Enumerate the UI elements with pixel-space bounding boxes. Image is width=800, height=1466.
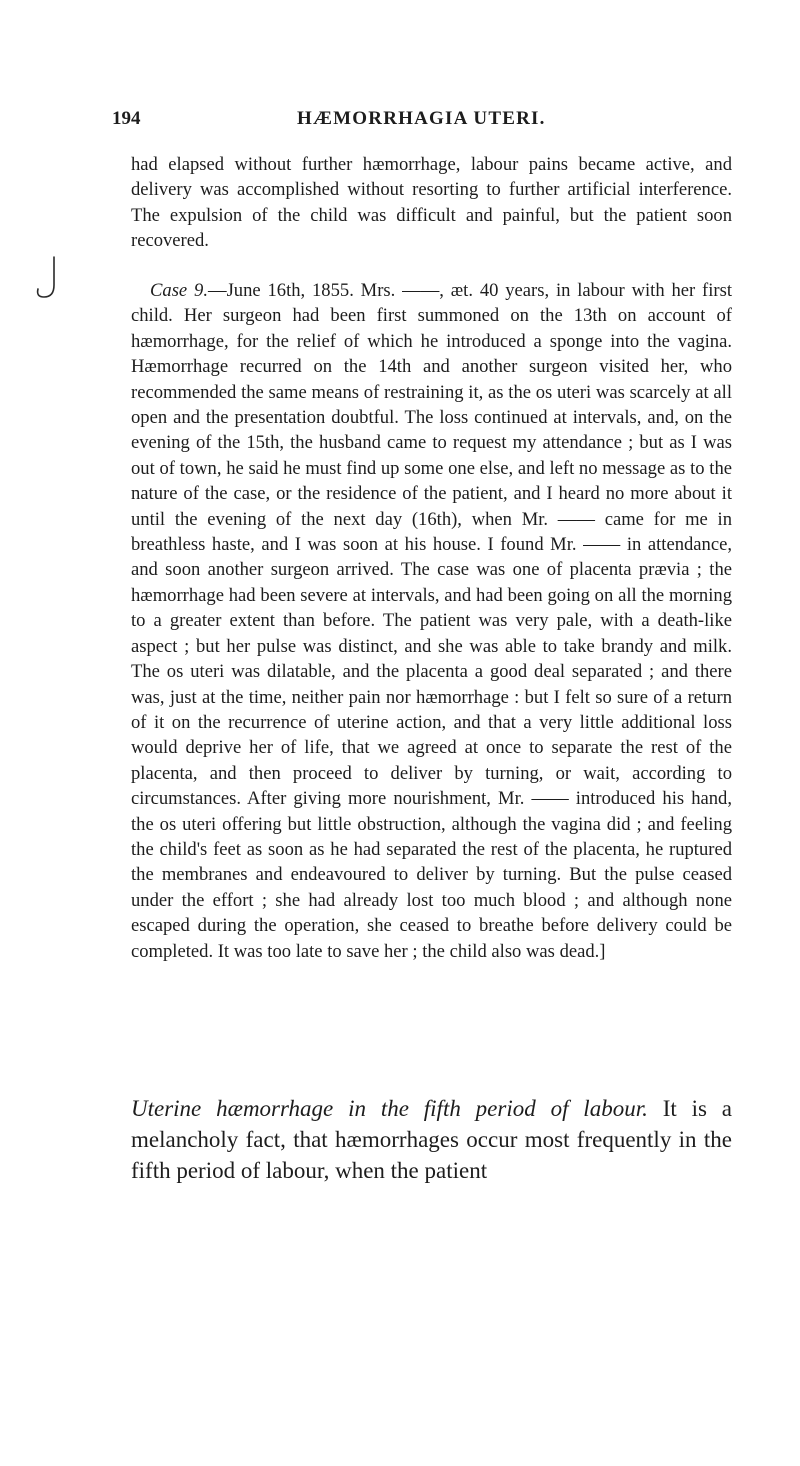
paragraph-case-9 [131,278,732,964]
page-number: 194 [112,108,141,129]
fifth-period-text: It is a melancholy fact, that hæmorrhages occur most frequently in the fifth period of labour, when the patient [131,1096,732,1183]
handwritten-margin-mark-icon [30,255,64,315]
paragraph-fifth-period [131,1093,732,1186]
paragraph-continuation: had elapsed without further hæmorrhage, labour pains became active, and delivery was accomplished without resorting to further artificial interference. The expulsion of the child was difficult and painful, but the patient soon recovered. [131,154,732,252]
case-9-text: —June 16th, 1855. Mrs. ——, æt. 40 years, in labour with her first child. Her surgeon had been first summoned on the 13th on account of hæmorrhage, for the relief of which he introduced a sponge into the vagina. Hæmorrhage recurred on the 14th and another surgeon visited her, who recommended the same means of restraining it, as the os uteri was scarcely at all open and the presentation doubtful. The loss continued at intervals, and, on the evening of the 15th, the husband came to request my attendance ; but as I was out of town, he said he must find up some one else, and left no message as to the nature of the case, or the residence of the patient, and I heard no more about it until the evening of the next day (16th), when Mr. —— came for me in breathless haste, and I was soon at his house. I found Mr. —— in attendance, and soon another surgeon arrived. The case was one of placenta prævia ; the hæmorrhage had been severe at intervals, and had been going on all the morning to a greater extent than before. The patient was very pale, with a death-like aspect ; but her pulse was distinct, and she was able to take brandy and milk. The os uteri was dilatable, and the placenta a good deal separated ; and there was, just at the time, neither pain nor hæmorrhage : but I felt so sure of a return of it on the recurrence of uterine action, and that a very little additional loss would deprive her of life, that we agreed at once to separate the rest of the placenta, and then proceed to deliver by turning, or wait, according to circumstances. After giving more nourishment, Mr. —— introduced his hand, the os uteri offering but little obstruction, although the vagina did ; and feeling the child's feet as soon as he had separated the rest of the placenta, he ruptured the membranes and endeavoured to deliver by turning. But the pulse ceased under the effort ; she had already lost too much blood ; and although none escaped during the operation, she ceased to breathe before delivery could be completed. It was too late to save her ; the child also was dead.] [131,280,732,962]
case-number: Case 9. [150,280,208,301]
section-title: Uterine hæmorrhage in the fifth period of labour. [131,1096,648,1121]
page-header [112,108,712,134]
running-title: HÆMORRHAGIA UTERI. [297,108,546,129]
